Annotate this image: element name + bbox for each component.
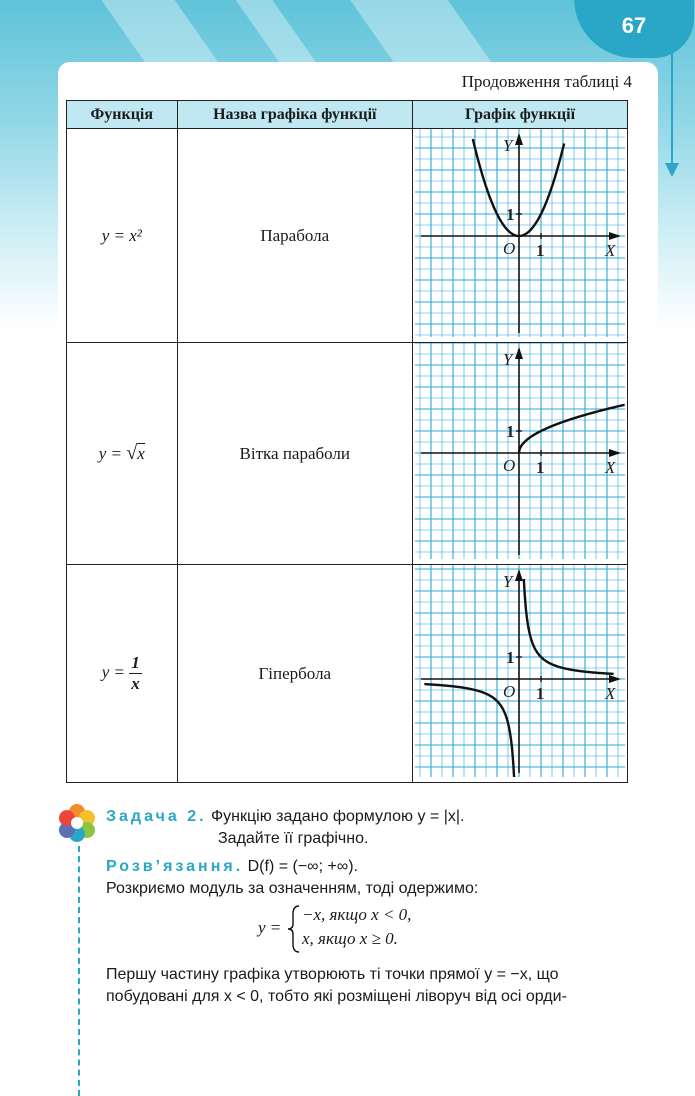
paragraph-line: Першу частину графіка утворюють ті точки прямої y = −x, що <box>106 966 559 983</box>
y-axis-arrow-icon <box>515 347 523 359</box>
brace-icon <box>287 904 301 954</box>
graph-name: Гіпербола <box>177 565 412 783</box>
function-formula: y = x² <box>67 129 178 343</box>
table-row <box>67 565 628 783</box>
table-row <box>67 129 628 343</box>
solution-line: Розкриємо модуль за означенням, тоді одержимо: <box>106 880 479 897</box>
functions-table <box>66 100 628 783</box>
down-arrow-icon <box>665 163 679 177</box>
x-unit-label: 1 <box>536 684 545 703</box>
hyperbola-graph <box>415 565 625 777</box>
grid <box>415 129 625 337</box>
y-axis-label: Y <box>503 136 513 155</box>
graph-cell <box>413 129 628 343</box>
task-text-2: Задайте її графічно. <box>218 830 369 847</box>
paragraph-line: побудовані для x < 0, тобто які розміщені ліворуч від осі орди- <box>106 988 567 1005</box>
y-unit-label: 1 <box>506 422 515 441</box>
y-unit-label: 1 <box>506 648 515 667</box>
table-caption: Продовження таблиці 4 <box>461 72 632 91</box>
header-graph: Графік функції <box>413 101 628 129</box>
graph-cell <box>413 343 628 565</box>
x-axis-label: X <box>605 241 616 260</box>
fraction: $\frac{1}{x}$ <box>131 653 140 693</box>
origin-label: O <box>503 682 516 701</box>
table-row <box>67 343 628 565</box>
page-content <box>58 62 658 1083</box>
header-function: Функція <box>67 101 178 129</box>
x-unit-label: 1 <box>536 241 545 260</box>
graph-cell <box>413 565 628 783</box>
x-unit-label: 1 <box>536 458 545 477</box>
sidebar-line <box>671 40 673 165</box>
function-formula: y = √x <box>67 343 178 565</box>
page-number: 67 <box>574 0 694 58</box>
table-header-row <box>67 101 628 129</box>
domain-text: D(f) = (−∞; +∞). <box>247 858 358 875</box>
origin-label: O <box>503 239 516 258</box>
x-axis-arrow-icon <box>609 449 621 457</box>
y-axis-label: Y <box>503 350 513 369</box>
origin-label: O <box>503 456 516 475</box>
y-axis-label: Y <box>503 572 513 591</box>
graph-name: Вітка параболи <box>177 343 412 565</box>
axes <box>421 569 621 773</box>
axes <box>421 347 621 555</box>
x-axis-label: X <box>605 458 616 477</box>
hyperbola-left-branch <box>424 684 514 777</box>
y-axis-arrow-icon <box>515 133 523 145</box>
solution-label: Розв’язання. <box>106 858 244 875</box>
grid <box>415 565 625 777</box>
task-label: Задача 2. <box>106 808 207 825</box>
y-unit-label: 1 <box>506 205 515 224</box>
sqrt-curve <box>519 405 625 453</box>
x-axis-arrow-icon <box>609 675 621 683</box>
parabola-graph <box>415 129 625 337</box>
piecewise-formula: y = −x, якщо x < 0, x, якщо x ≥ 0. <box>106 902 646 956</box>
task-text: Функцію задано формулою y = |x|. <box>211 808 465 825</box>
y-axis-arrow-icon <box>515 569 523 581</box>
hyperbola-right-branch <box>524 579 614 674</box>
header-name: Назва графіка функції <box>177 101 412 129</box>
x-axis-label: X <box>605 684 616 703</box>
flower-icon <box>56 802 98 844</box>
axes <box>421 133 621 333</box>
x-axis-arrow-icon <box>609 232 621 240</box>
sqrt-graph <box>415 343 625 559</box>
function-formula: y = $\frac{1}{x}$ <box>67 565 178 783</box>
graph-name: Парабола <box>177 129 412 343</box>
dotted-guide <box>78 846 80 1096</box>
